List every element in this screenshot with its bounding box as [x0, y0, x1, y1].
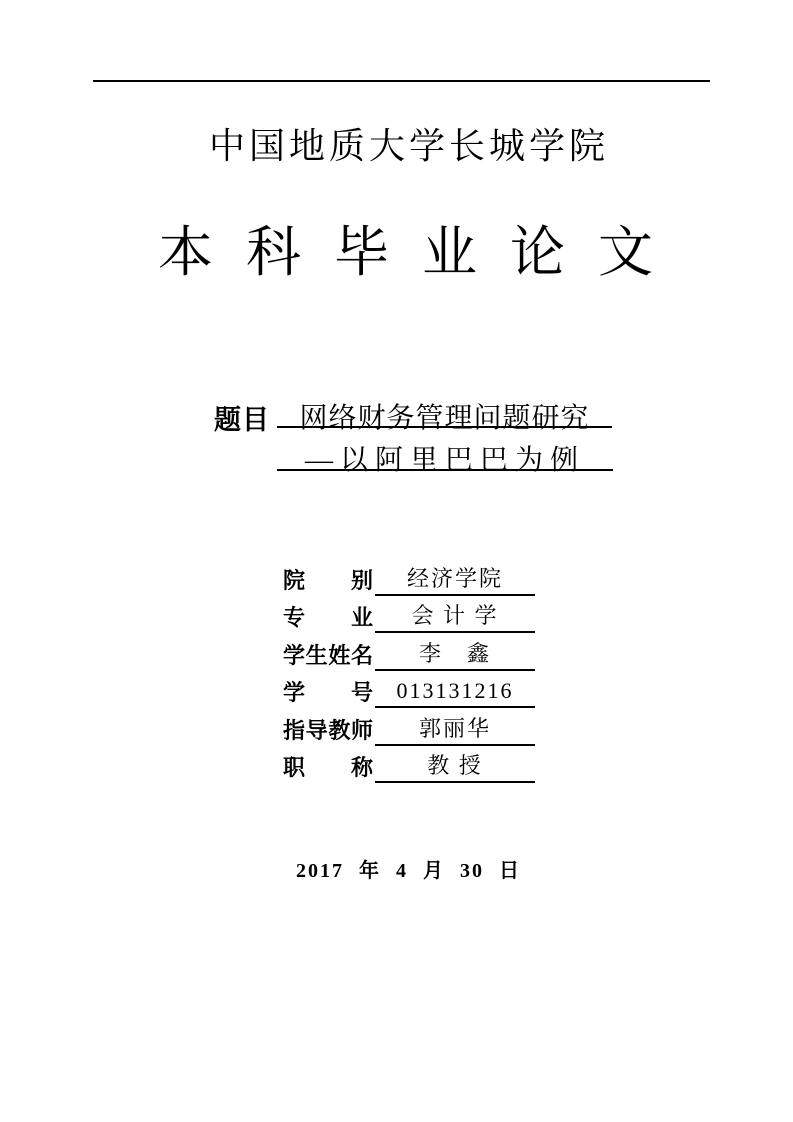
info-row-student-name [283, 633, 535, 671]
thesis-type-heading: 本科毕业论文 [158, 222, 687, 283]
field-value-department: 经济学院 [375, 568, 535, 596]
field-label-department: 院 别 [283, 567, 373, 593]
info-row-student-id [283, 671, 535, 709]
university-name: 中国地质大学长城学院 [209, 126, 610, 166]
info-row-professional-title [283, 746, 535, 784]
date-line: 2017 年 4 月 30 日 [296, 860, 521, 882]
field-label-student-name: 学 生 姓 名 [283, 642, 373, 668]
field-value-student-id: 013131216 [375, 680, 535, 708]
field-label-student-id: 学 号 [283, 680, 373, 705]
field-value-student-name: 李 鑫 [375, 643, 535, 671]
thesis-title-label: 题目 [214, 405, 270, 435]
info-row-major [283, 596, 535, 634]
student-info-table [283, 558, 535, 783]
field-label-advisor: 指 导 教 师 [283, 717, 373, 743]
field-label-major: 专 业 [283, 605, 373, 630]
field-value-professional-title: 教 授 [375, 755, 535, 783]
field-value-advisor: 郭丽华 [375, 718, 535, 746]
thesis-title-line-2: —以阿里巴巴为例 [277, 438, 613, 471]
field-label-professional-title: 职 称 [283, 755, 373, 780]
thesis-title-line-1: 网络财务管理问题研究 [277, 396, 612, 428]
info-row-advisor [283, 708, 535, 746]
info-row-department [283, 558, 535, 596]
top-horizontal-rule [93, 80, 710, 82]
field-value-major: 会 计 学 [375, 605, 535, 633]
